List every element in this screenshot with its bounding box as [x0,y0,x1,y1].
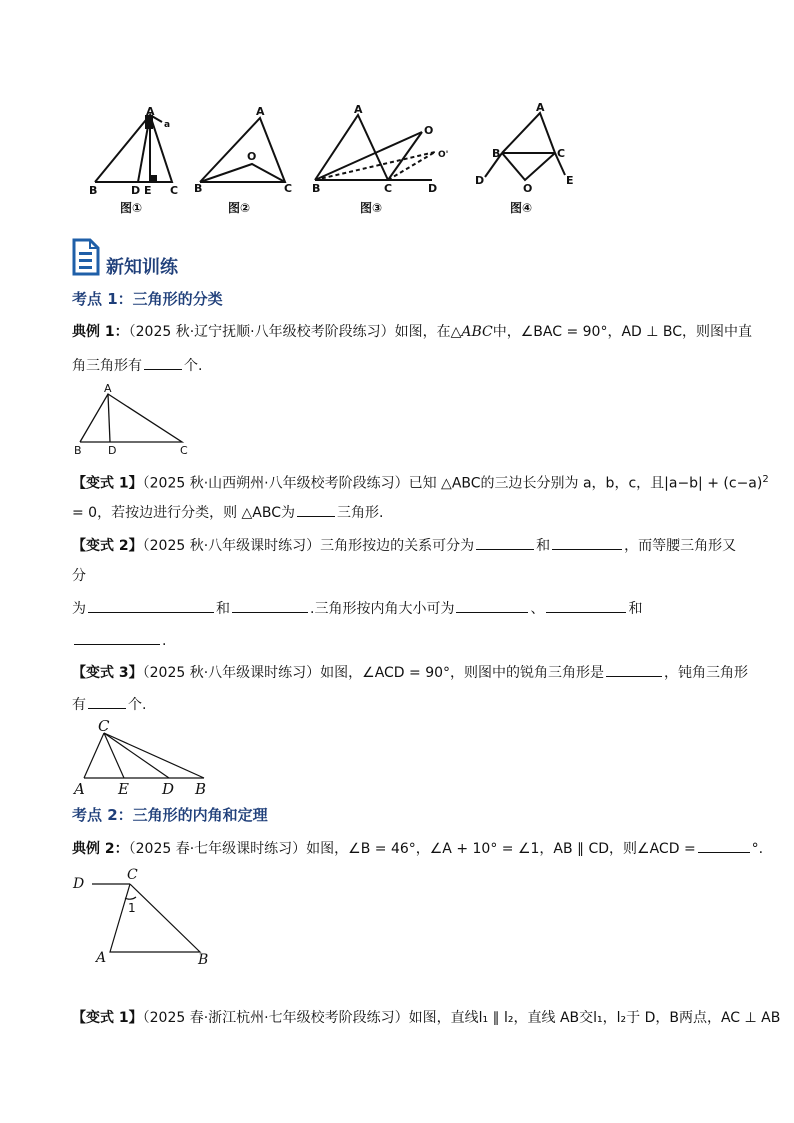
document-icon [72,238,100,276]
fig2-label-c: C [284,182,293,195]
answer-blank[interactable] [552,535,622,550]
example-1-line-1 [72,322,752,342]
variant-2-text: （2025 秋·八年级课时练习）三角形按边的关系可分为 [142,538,475,554]
variant-2-line-4 [72,630,166,651]
fig4-label-d: D [475,174,485,187]
example-2-text: （2025 春·七年级课时练习）如图，∠B = 46°，∠A + 10° = ∠1，AB ∥ CD，则∠ACD = [128,841,696,857]
answer-blank[interactable] [74,630,160,645]
example-1-triangle: △ABC [450,324,493,340]
example-2-line-1 [72,838,763,859]
variant-2-line-3e: 和 [628,601,643,617]
variant-1-line-1 [72,470,769,494]
fig3-label-c: C [384,182,393,195]
variant-1-exponent: 2 [762,474,769,485]
answer-blank[interactable] [88,598,214,613]
ex1-label-a: A [104,382,112,395]
fig3-label-o: O [424,124,434,137]
var3-label-b: B [195,780,207,798]
variant-2-line-2: 分 [72,568,86,584]
example-1-line-2b: 个. [184,358,203,374]
ex2-label-a: A [96,950,107,966]
fig4-label-e: E [566,174,574,187]
kaodian-1-title: 考点 1：三角形的分类 [72,290,223,308]
example-2-suffix: °. [751,841,764,857]
figure-1 [95,115,172,182]
fig1-label-b: B [89,184,98,197]
kaodian-2-title: 考点 2：三角形的内角和定理 [72,806,268,824]
variant-2-tag: 【变式 2】 [72,538,143,554]
ex2-label-d: D [73,876,85,892]
example-1-line-2a: 角三角形有 [72,358,142,374]
fig3-label-a: A [354,103,363,116]
variant-2-line-3a: 为 [72,601,86,617]
variant-2-text-2: ，而等腰三角形又 [624,538,737,554]
fig4-caption: 图④ [510,201,533,215]
ex2-label-c: C [127,867,138,883]
var3-label-e: E [118,780,129,798]
variant-3-tag: 【变式 3】 [72,665,143,681]
answer-blank[interactable] [232,598,308,613]
top-figures [80,100,600,220]
example-1-line-2 [72,355,202,376]
fig1-label-d: D [131,184,141,197]
ex1-label-d: D [108,444,117,457]
fig3-caption: 图③ [360,201,383,215]
variant-3-line-2a: 有 [72,697,86,713]
fig3-label-o-prime: O' [438,150,449,160]
answer-blank[interactable] [476,535,534,550]
variant-2-line-3 [72,598,642,619]
variant-4-tag: 【变式 1】 [72,1010,143,1026]
ex1-label-b: B [74,444,82,457]
fig3-label-b: B [312,182,321,195]
example-1-figure [72,382,202,458]
variant-3-line-2b: 个. [128,697,147,713]
fig2-caption: 图② [228,201,251,215]
variant-3-line-1 [72,662,748,683]
variant-4-line-1 [72,1008,780,1028]
figure-2 [200,118,285,182]
answer-blank[interactable] [456,598,528,613]
var3-label-d: D [162,780,175,798]
variant-3-text-2: ，钝角三角形 [664,665,749,681]
variant-2-line-4-end: . [162,633,167,649]
variant-2-line-3d: 、 [530,601,545,617]
fig4-label-o: O [523,182,533,195]
example-2-figure [70,866,220,970]
fig4-label-b: B [492,147,501,160]
variant-2-line-1 [72,535,736,556]
variant-1-line-2a: = 0，若按边进行分类，则 △ABC为 [72,505,296,521]
variant-1-line-2b: 三角形. [337,505,384,521]
variant-3-figure [72,718,222,798]
variant-2-and: 和 [536,538,551,554]
fig1-label-c: C [170,184,179,197]
answer-blank[interactable] [606,662,662,677]
section-title: 新知训练 [106,257,178,278]
example-1-source: （2025 秋·辽宁抚顺·八年级校考阶段练习）如图，在 [128,324,451,340]
fig1-caption: 图① [120,201,143,215]
fig1-label-small-a: a [164,120,171,130]
fig1-label-e: E [144,184,152,197]
figure-3 [315,115,435,180]
variant-4-text: （2025 春·浙江杭州·七年级校考阶段练习）如图，直线l₁ ∥ l₂，直线 AB交l₁，l₂于 D，B两点，AC ⊥ AB [142,1010,781,1026]
variant-1-line-2 [72,502,383,523]
fig2-label-a: A [256,105,265,118]
var3-label-a: A [74,780,85,798]
variant-1-text: （2025 秋·山西朔州·八年级校考阶段练习）已知 △ABC的三边长分别为 a，b，c，且|a−b| + (c−a) [142,475,763,492]
ex1-label-c: C [180,444,188,457]
example-1-text: 中，∠BAC = 90°，AD ⊥ BC，则图中直 [492,324,753,340]
variant-3-text: （2025 秋·八年级课时练习）如图，∠ACD = 90°，则图中的锐角三角形是 [142,665,605,681]
ex2-label-b: B [198,952,209,968]
example-1-prefix: 典例 1： [72,324,129,340]
variant-2-line-3c: .三角形按内角大小可为 [310,601,455,617]
ex2-label-1: 1 [128,901,136,915]
answer-blank[interactable] [297,502,335,517]
variant-2-line-3b: 和 [216,601,230,617]
fig4-label-c: C [557,147,566,160]
variant-3-line-2 [72,694,146,715]
fig4-label-a: A [536,101,545,114]
fig2-label-b: B [194,182,203,195]
fig3-label-d: D [428,182,438,195]
fig2-label-o: O [247,150,257,163]
var3-label-c: C [98,718,110,735]
answer-blank[interactable] [88,694,126,709]
answer-blank[interactable] [144,355,182,370]
example-2-prefix: 典例 2： [72,841,129,857]
variant-1-tag: 【变式 1】 [72,475,143,492]
fig1-label-a: A [146,105,155,118]
answer-blank[interactable] [546,598,626,613]
answer-blank[interactable] [698,838,750,853]
